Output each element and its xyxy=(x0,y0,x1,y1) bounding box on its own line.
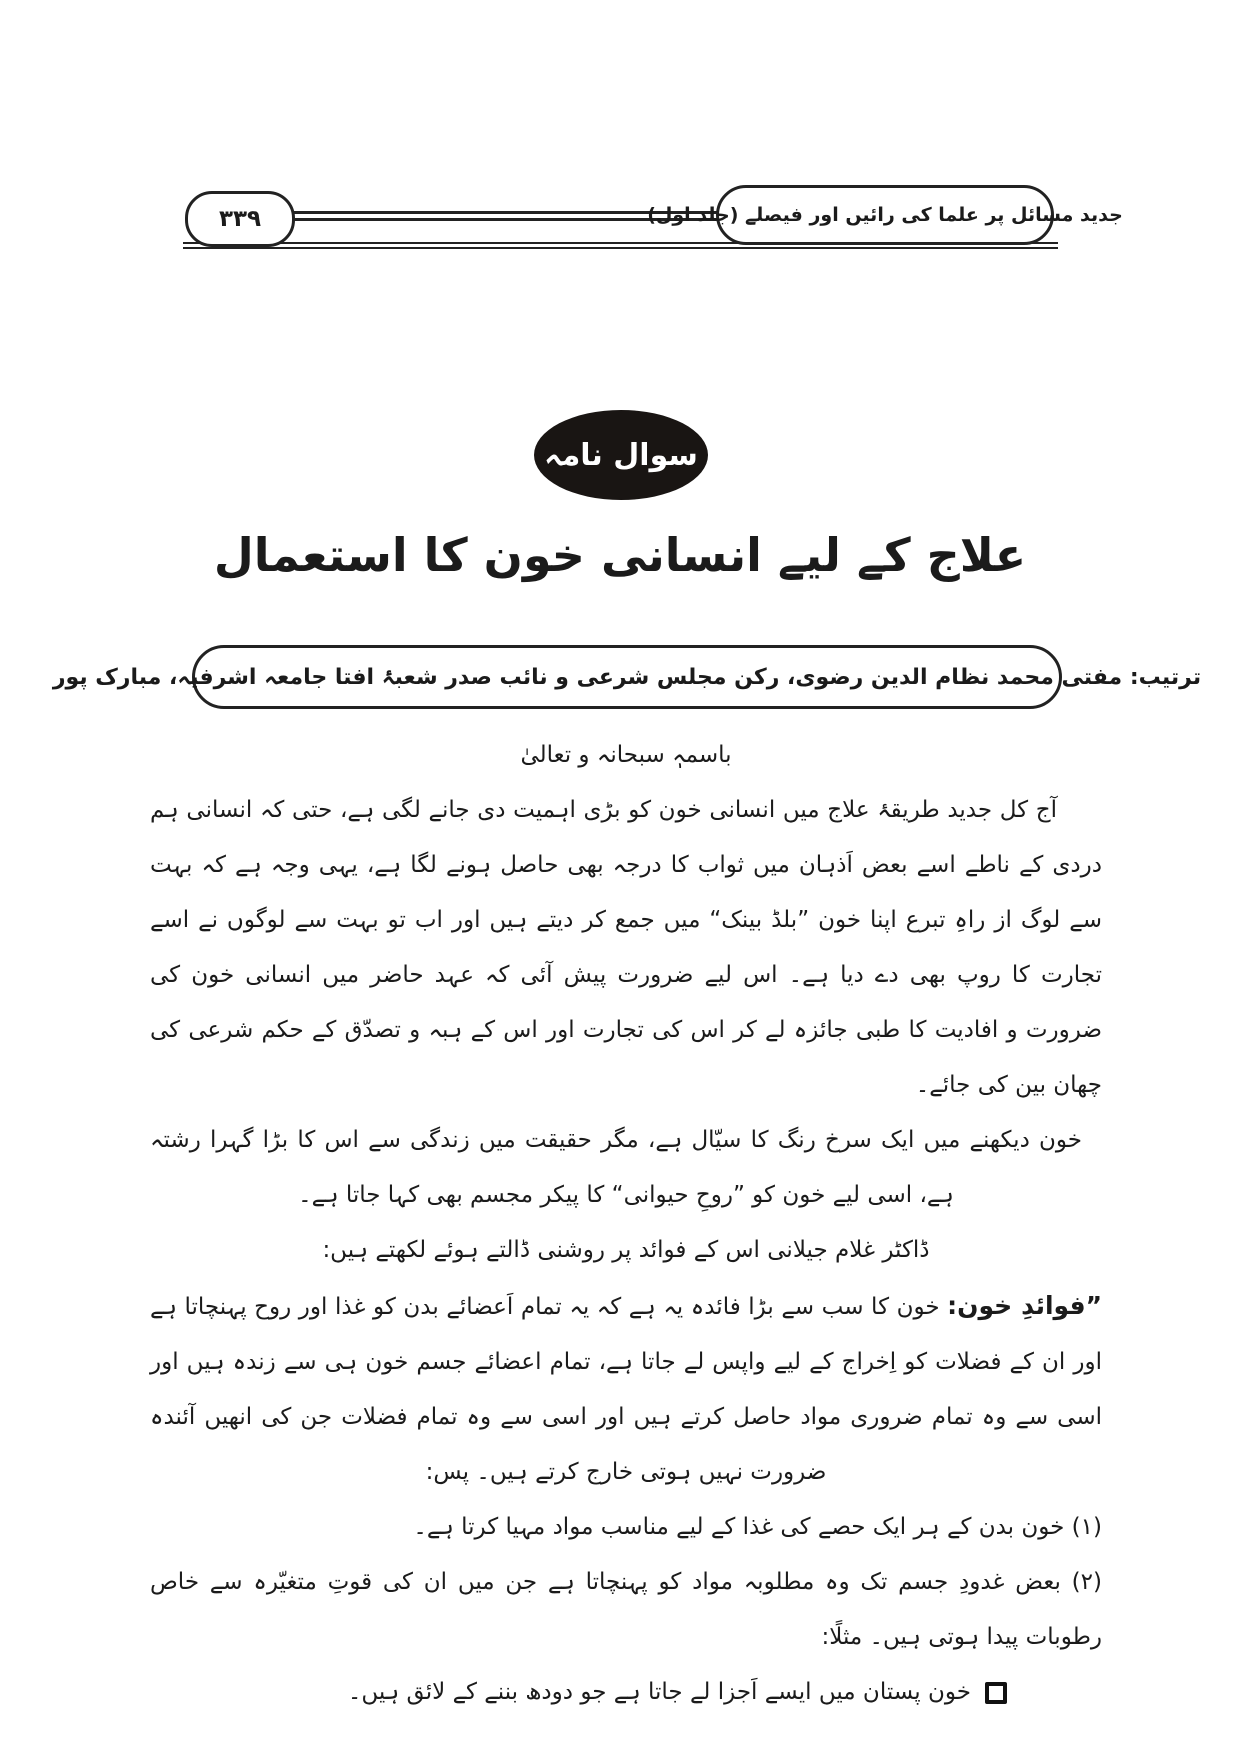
section-stamp-oval xyxy=(534,410,708,500)
page-number: ۳۳۹ xyxy=(218,206,262,232)
benefits-text: خون کا سب سے بڑا فائدہ یہ ہے کہ یہ تمام اَعضائے بدن کو غذا اور روح پہنچاتا ہے اور ان کے فضلات کو اِخراج کے لیے واپس لے جاتا ہے، تمام اعضائے جسم خون ہی سے زندہ ہیں اور اسی سے وہ تمام ضروری مواد حاصل کرتے ہیں اور اسی سے وہ تمام فضلات جن کی انھیں آئندہ ضرورت نہیں ہوتی خارج کرتے ہیں۔ پس: xyxy=(150,1294,1102,1485)
benefits-heading: ”فوائدِ خون: xyxy=(947,1291,1102,1320)
numbered-item-2: (۲) بعض غدودِ جسم تک وہ مطلوبہ مواد کو پہنچاتا ہے جن میں ان کی قوتِ متغیّرہ سے خاص رطوبات پیدا ہوتی ہیں۔ مثلًا: xyxy=(150,1569,1102,1650)
bullet-item-text: خون پستان میں ایسے اَجزا لے جاتا ہے جو دودھ بننے کے لائق ہیں۔ xyxy=(347,1679,971,1705)
byline-box xyxy=(52,645,1202,709)
paragraph-blood-description: خون دیکھنے میں ایک سرخ رنگ کا سیّال ہے، مگر حقیقت میں زندگی سے اس کا بڑا گہرا رشتہ ہے، اسی لیے خون کو ”روحِ حیوانی“ کا پیکر مجسم بھی کہا جاتا ہے۔ xyxy=(150,1127,1082,1208)
article-body xyxy=(150,728,1102,1720)
paragraph-doctor-quote-intro: ڈاکٹر غلام جیلانی اس کے فوائد پر روشنی ڈالتے ہوئے لکھتے ہیں: xyxy=(322,1237,930,1263)
book-title-badge xyxy=(647,185,1123,245)
numbered-item-1: (۱) خون بدن کے ہر ایک حصے کی غذا کے لیے مناسب مواد مہیا کرتا ہے۔ xyxy=(413,1514,1102,1540)
square-bullet-icon xyxy=(985,1682,1007,1704)
book-title: جدید مسائل پر علما کی رائیں اور فیصلے (جلد اول) xyxy=(647,204,1123,226)
bullet-item xyxy=(150,1665,1102,1720)
article-title: علاج کے لیے انسانی خون کا استعمال xyxy=(213,528,1027,582)
paragraph-intro: آج کل جدید طریقۂ علاج میں انسانی خون کو بڑی اہمیت دی جانے لگی ہے، حتی کہ انسانی ہم دردی کے ناطے اسے بعض اَذہان میں ثواب کا درجہ بھی حاصل ہونے لگا ہے، یہی وجہ ہے کہ بہت سے لوگ از راہِ تبرع اپنا خون ”بلڈ بینک“ میں جمع کر دیتے ہیں اور اب تو بہت سے لوگوں نے اسے تجارت کا روپ بھی دے دیا ہے۔ اس لیے ضرورت پیش آئی کہ عہد حاضر میں انسانی خون کی ضرورت و افادیت کا طبی جائزہ لے کر اس کی تجارت اور اس کے ہبہ و تصدّق کے حکم شرعی کی چھان بین کی جائے۔ xyxy=(150,797,1102,1098)
page-number-badge xyxy=(185,191,295,247)
paragraph-blood-benefits xyxy=(150,1278,1102,1500)
byline-text: ترتیب: مفتی محمد نظام الدین رضوی، رکن مجلس شرعی و نائب صدر شعبۂ افتا جامعہ اشرفیہ، مبارک پور xyxy=(52,664,1202,690)
basmala-line: باسمہٖ سبحانہ و تعالیٰ xyxy=(520,742,732,768)
section-stamp-label: سوال نامہ xyxy=(544,437,698,473)
